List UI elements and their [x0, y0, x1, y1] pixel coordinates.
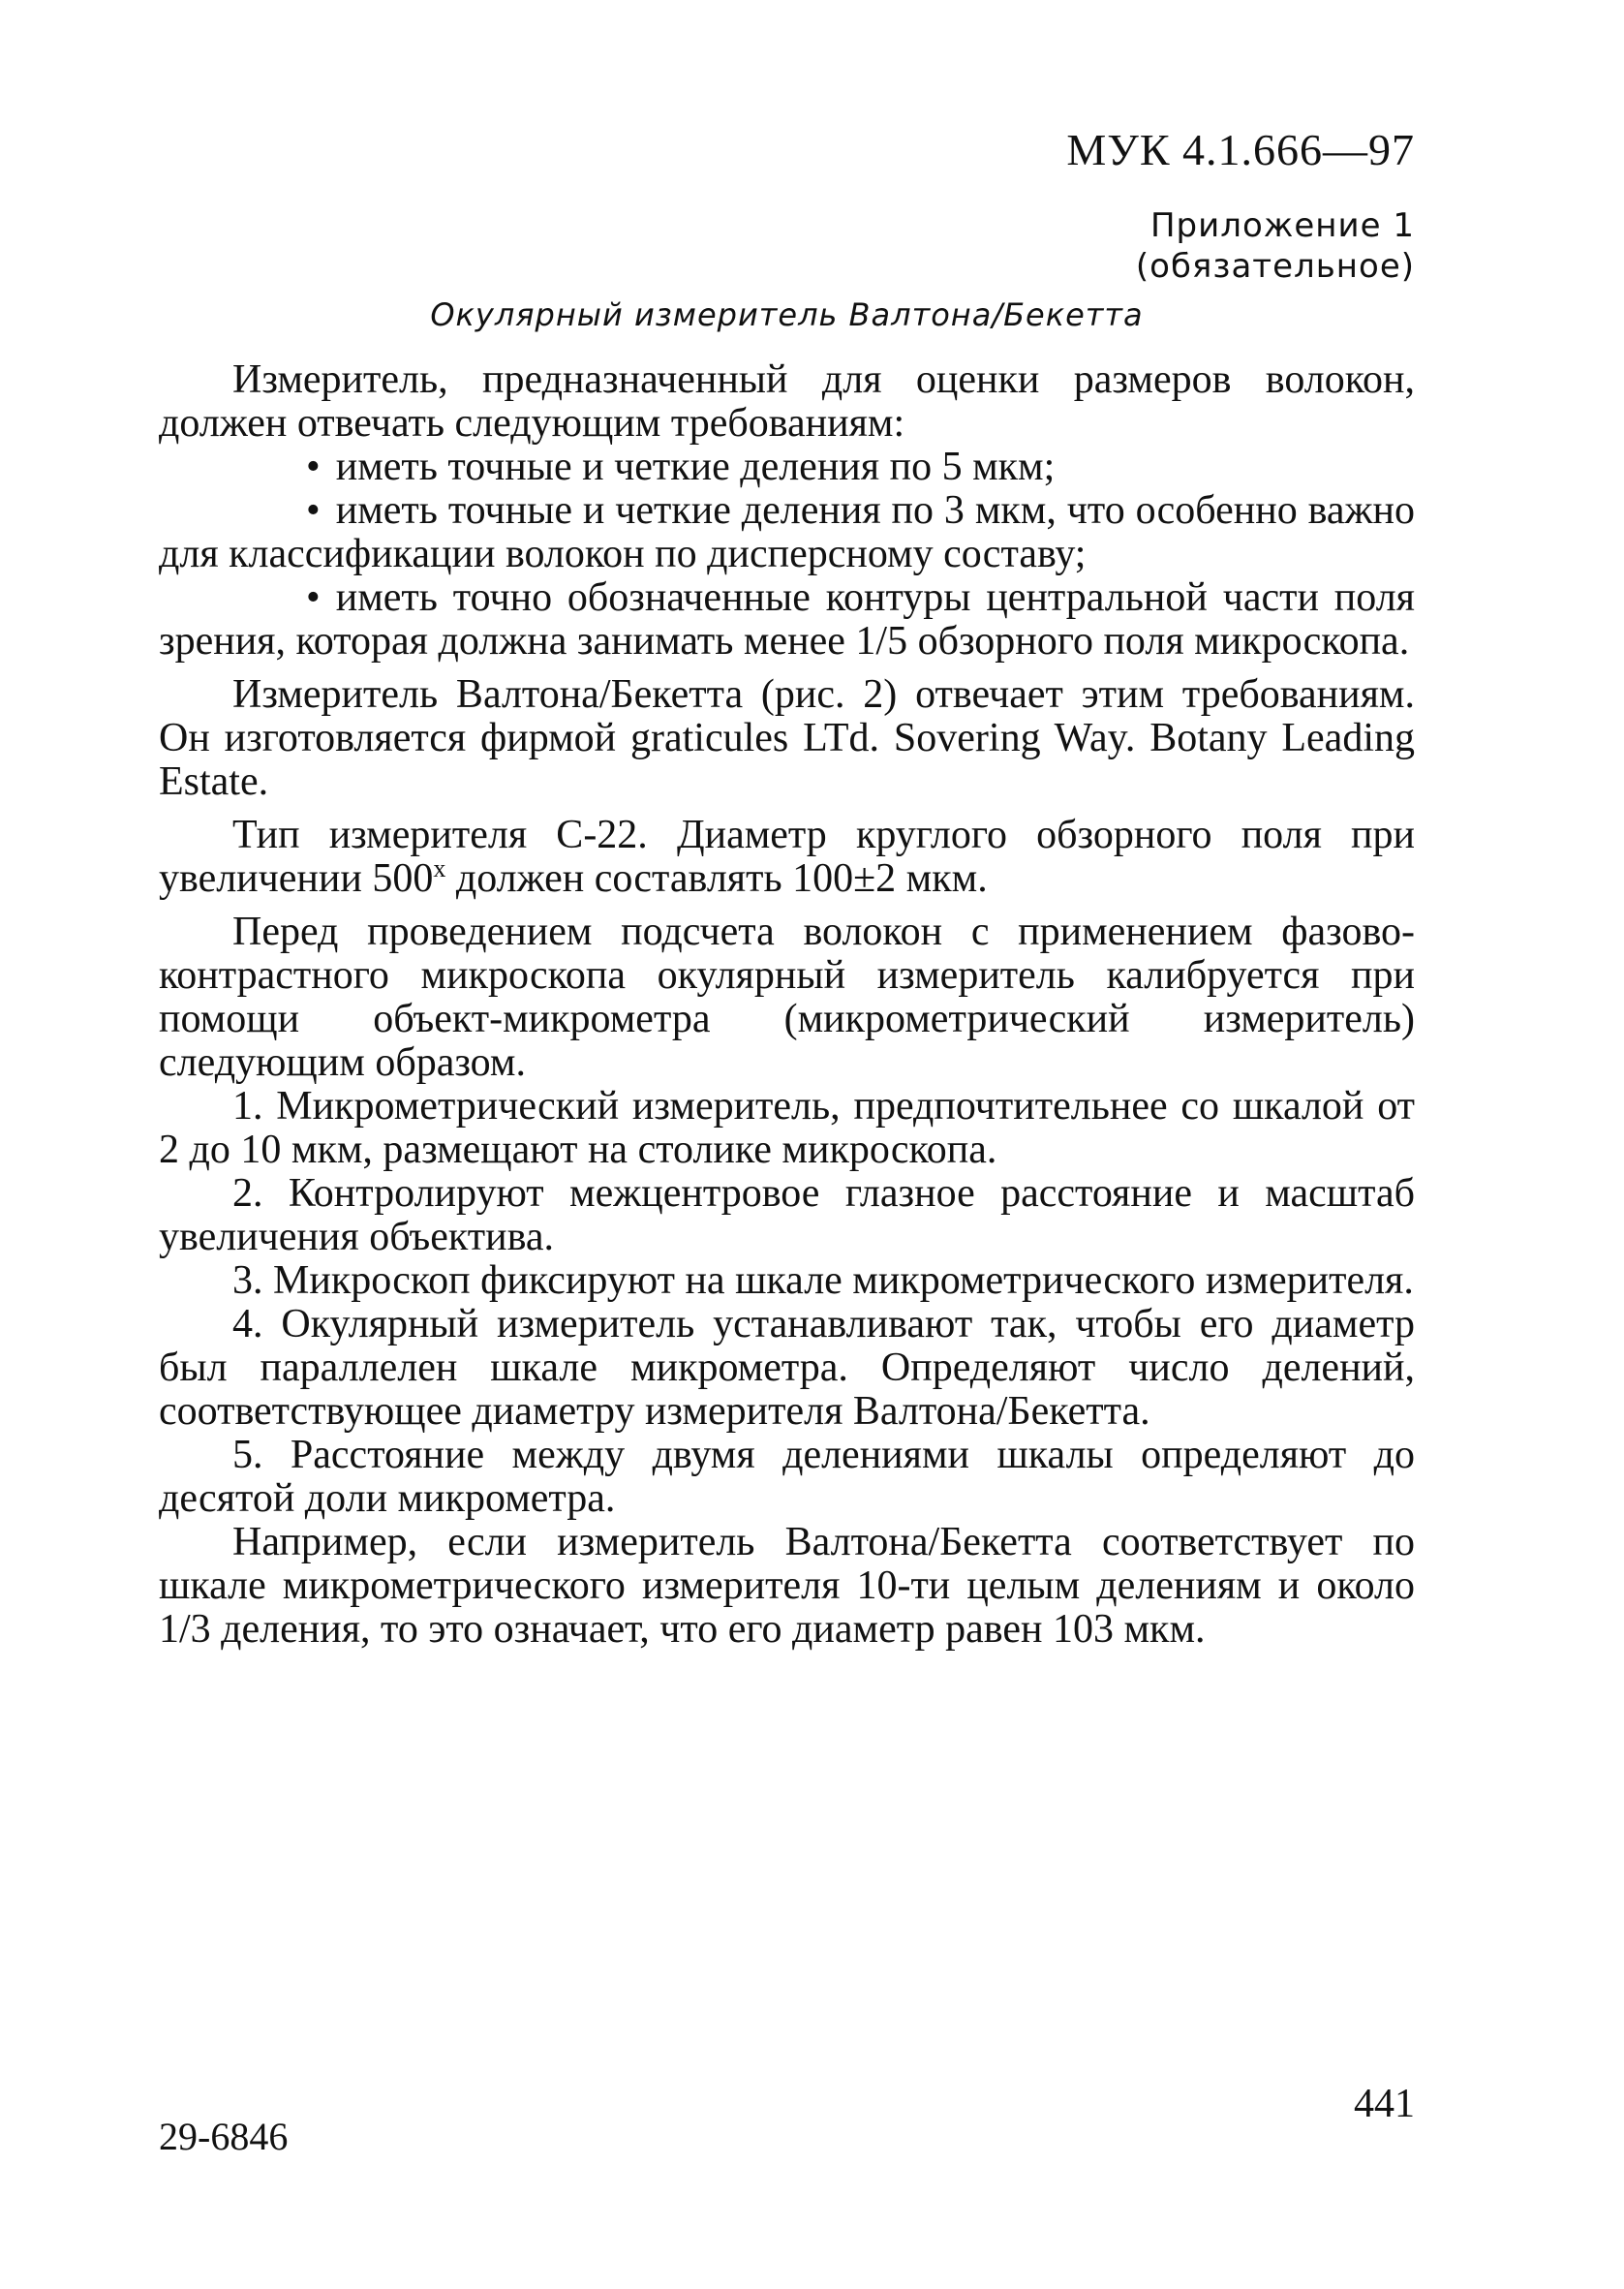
step-1: 1. Микрометрический измеритель, предпочтительнее со шкалой от 2 до 10 мкм, размещают на столике микроскопа. — [159, 1084, 1415, 1172]
type-text-end: должен составлять 100±2 мкм. — [445, 856, 988, 901]
bullet-icon: • — [306, 575, 321, 620]
bullet-item-3 — [159, 576, 1415, 664]
bullet-icon: • — [306, 445, 321, 489]
body-text — [159, 358, 1415, 1652]
page-number: 441 — [1354, 2082, 1415, 2126]
document-code: МУК 4.1.666—97 — [1066, 125, 1415, 174]
paragraph-intro: Измеритель, предназначенный для оценки размеров волокон, должен отвечать следующим требованиям: — [159, 357, 1415, 446]
paragraph-type — [159, 814, 1415, 901]
appendix-label — [1136, 205, 1415, 287]
bullet-text: иметь точные и четкие деления по 3 мкм, что особенно важно для классификации волокон по дисперсному составу; — [159, 488, 1415, 576]
print-code: 29-6846 — [159, 2115, 289, 2158]
bullet-item-2 — [159, 489, 1415, 576]
bullet-item-1 — [159, 446, 1415, 489]
step-4: 4. Окулярный измеритель устанавливают так, чтобы его диаметр был параллелен шкале микрометра. Определяют число делений, соответствующее диаметру измерителя Валтона/Бекетта. — [159, 1302, 1415, 1434]
step-5: 5. Расстояние между двумя делениями шкалы определяют до десятой доли микрометра. — [159, 1433, 1415, 1521]
bullet-text: иметь точные и четкие деления по 5 мкм; — [335, 445, 1056, 489]
appendix-status: (обязательное) — [1135, 247, 1415, 286]
bullet-text: иметь точно обозначенные контуры центральной части поля зрения, которая должна занимать менее 1/5 обзорного поля микроскопа. — [159, 575, 1415, 664]
step-3: 3. Микроскоп фиксируют на шкале микрометрического измерителя. — [232, 1258, 1414, 1303]
magnification-superscript: x — [433, 854, 446, 882]
type-text-start: Тип измерителя С-22. Диаметр круглого обзорного поля при увеличении 500 — [159, 813, 1415, 901]
appendix-number: Приложение 1 — [1149, 206, 1415, 245]
paragraph-example: Например, если измеритель Валтона/Бекетта соответствует по шкале микрометрического измерителя 10-ти целым делениям и около 1/3 деления, то это означает, что его диаметр равен 103 мкм. — [159, 1520, 1415, 1652]
step-2: 2. Контролируют межцентровое глазное расстояние и масштаб увеличения объектива. — [159, 1171, 1415, 1259]
paragraph-calibration: Перед проведением подсчета волокон с применением фазово-контрастного микроскопа окулярный измеритель калибруется при помощи объект-микрометра (микрометрический измеритель) следующим образом. — [159, 910, 1415, 1085]
section-title: Окулярный измеритель Валтона/Бекетта — [430, 296, 1144, 333]
paragraph-manufacturer: Измеритель Валтона/Бекетта (рис. 2) отвечает этим требованиям. Он изготовляется фирмой graticules LTd. Sovering Way. Botany Leading Estate. — [159, 672, 1415, 804]
bullet-icon: • — [306, 488, 321, 533]
